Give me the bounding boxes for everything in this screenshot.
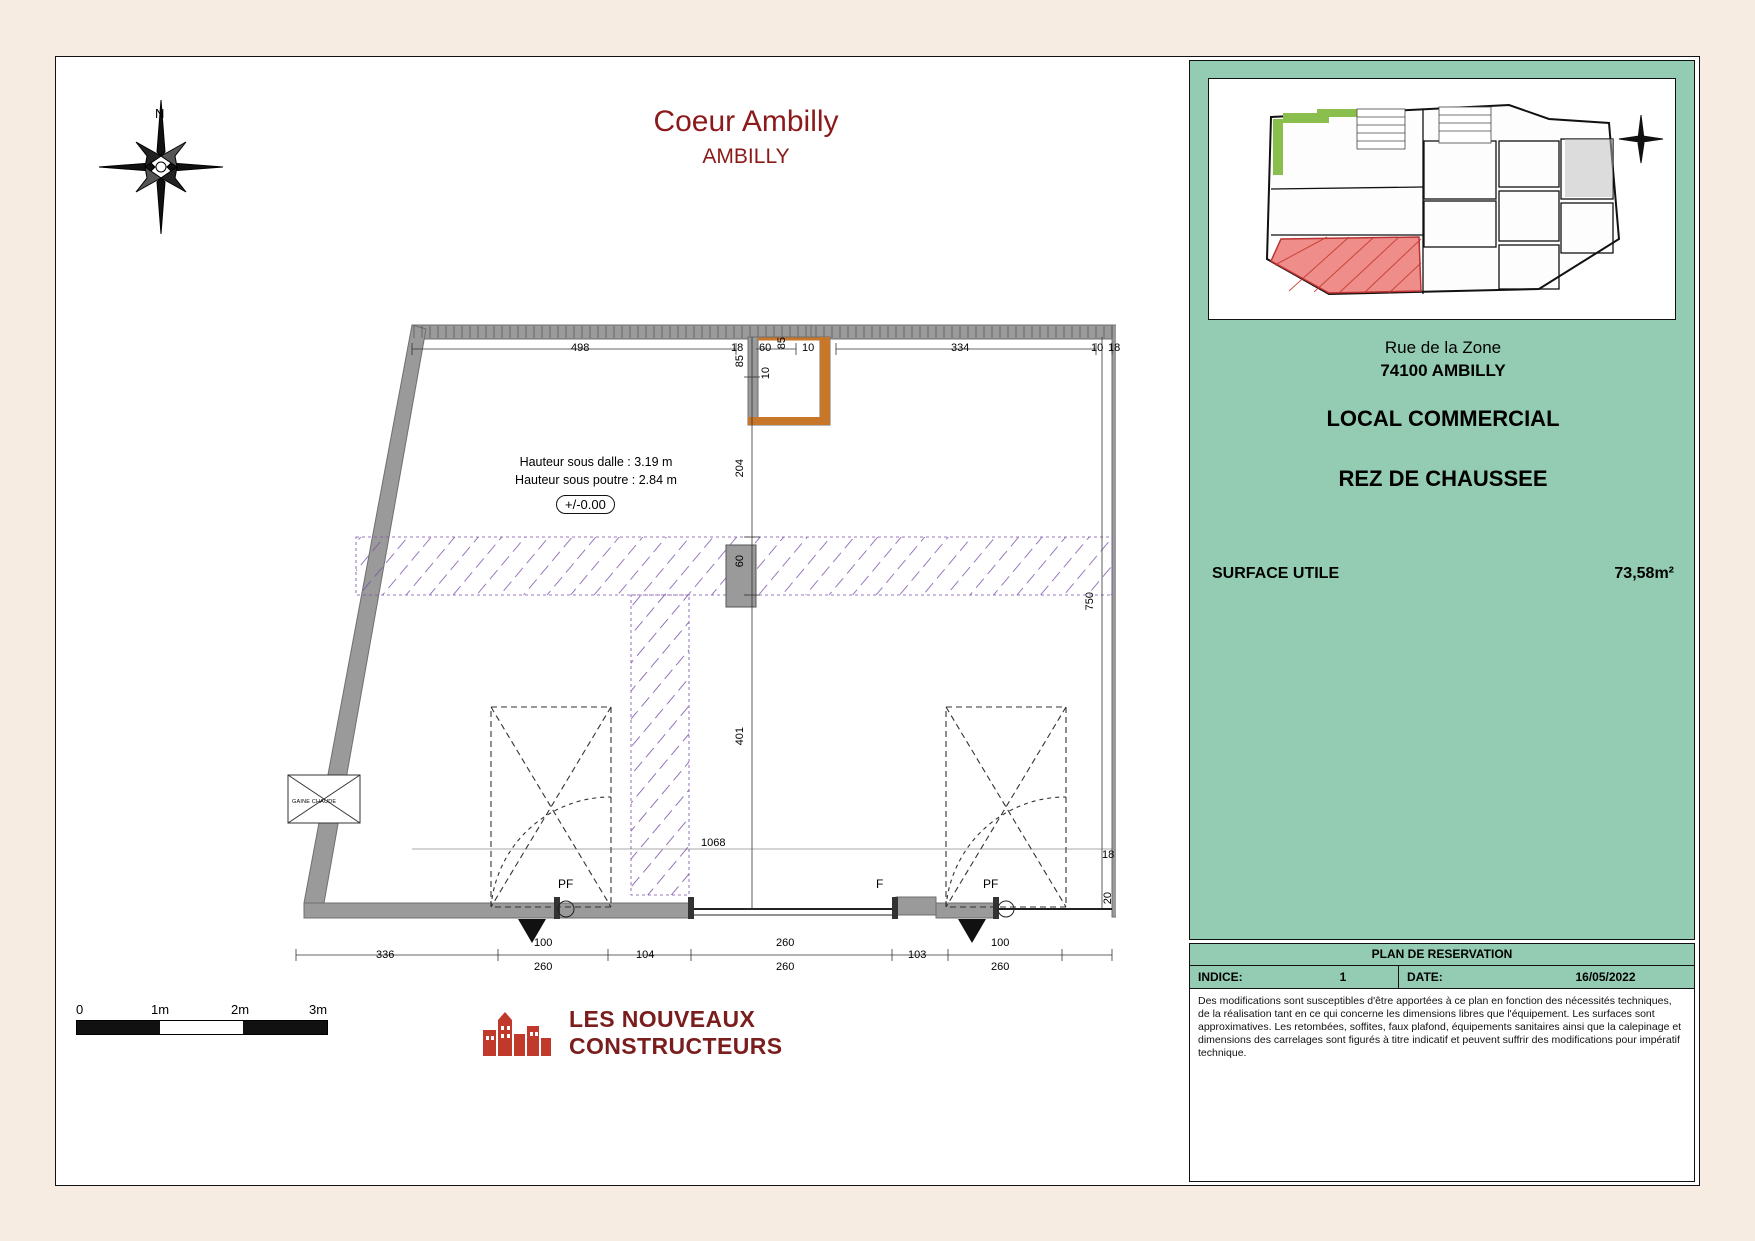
dim-right-20: 20 [1102,892,1114,905]
dim-10-vert: 10 [760,367,772,380]
entrance-arrow [518,919,986,943]
date-label: DATE: [1398,966,1517,988]
svg-text:N: N [155,106,165,121]
dim-top-60: 60 [759,342,772,354]
dim-bottom-100-left: 100 [534,937,553,949]
dim-top-498: 498 [571,342,590,354]
scale-tick-2: 2m [231,1002,250,1017]
company-logo [481,1002,811,1064]
beam-band [356,537,1112,607]
footer-meta-row [1190,966,1694,989]
footer-disclaimer: Des modifications sont susceptibles d'être apportées à ce plan en fonction des nécessités techniques, de la réalisation tant en ce qui concerne les dimensions libres que l'équipement. Les surfaces sont approximatives. Les retombées, soffites, faux plafond, équipements sanitaires ainsi que la calepinage et dimensions des carrelages sont figurés à titre indicatif et peuvent suffrir des modifications pour impératif technique. [1198,995,1682,1059]
logo-line-1: LES NOUVEAUX [569,1006,756,1032]
scale-tick-0: 0 [76,1002,84,1017]
dim-top-18a: 18 [731,342,744,354]
height-note-beam: Hauteur sous poutre : 2.84 m [515,473,677,487]
north-compass-icon [91,92,231,242]
dim-bottom-260-top: 260 [776,937,795,949]
footer-heading: PLAN DE RESERVATION [1190,944,1694,966]
panel-title-level: REZ DE CHAUSSEE [1338,466,1548,491]
dim-bottom-336: 336 [376,949,395,961]
indice-label: INDICE: [1198,970,1243,984]
key-plan-thumbnail [1208,78,1676,320]
scale-bar [76,1002,376,1035]
page-subtitle: AMBILLY [702,145,790,168]
dim-bottom-260-left: 260 [534,961,553,973]
panel-footer [1189,943,1695,1182]
opening-left [491,707,611,907]
level-tag: +/-0.00 [556,495,615,514]
dim-bottom-260-bot: 260 [776,961,795,973]
label-pf-right: PF [983,877,999,891]
dim-750-vert: 750 [1084,592,1096,611]
dim-top-334: 334 [951,342,970,354]
dim-1068: 1068 [701,837,726,849]
logo-line-2: CONSTRUCTEURS [569,1033,783,1059]
scale-bar-graphic [76,1020,328,1035]
dim-401-vert: 401 [734,727,746,746]
floor-plan-drawing [236,237,1121,997]
dim-top-10b: 10 [1091,342,1104,354]
address-line-2: 74100 AMBILLY [1380,361,1506,380]
scale-tick-1: 1m [151,1002,170,1017]
dim-bottom-104: 104 [636,949,655,961]
dim-bottom-100-right: 100 [991,937,1010,949]
surface-value: 73,58m² [1614,565,1674,582]
height-note-slab: Hauteur sous dalle : 3.19 m [519,455,673,469]
opening-right [946,707,1066,907]
logo-mark-icon [481,1008,559,1058]
title-block-panel [1189,60,1695,1182]
dim-bottom-103: 103 [908,949,927,961]
duct-label: GAINE CHAUDE [292,799,337,805]
surface-label: SURFACE UTILE [1212,565,1340,582]
dim-85-vert: 85 [734,355,746,368]
beam-vertical [631,595,689,895]
dim-top-10a: 10 [802,342,815,354]
panel-green-area [1189,60,1695,940]
drawing-sheet [55,56,1700,1186]
dim-60-vert: 60 [734,555,746,568]
address-line-1: Rue de la Zone [1384,338,1502,357]
date-value: 16/05/2022 [1575,970,1636,984]
dim-top-18b: 18 [1108,342,1121,354]
indice-value: 1 [1339,970,1347,984]
dim-top-85: 85 [776,337,788,350]
dim-bottom-260-right: 260 [991,961,1010,973]
scale-tick-3: 3m [309,1002,328,1017]
page-title: Coeur Ambilly [653,105,839,138]
dim-204-vert: 204 [734,459,746,478]
label-pf-left: PF [558,877,574,891]
label-f-center: F [876,877,884,891]
panel-title-type: LOCAL COMMERCIAL [1326,406,1560,431]
dim-right-18: 18 [1102,849,1115,861]
